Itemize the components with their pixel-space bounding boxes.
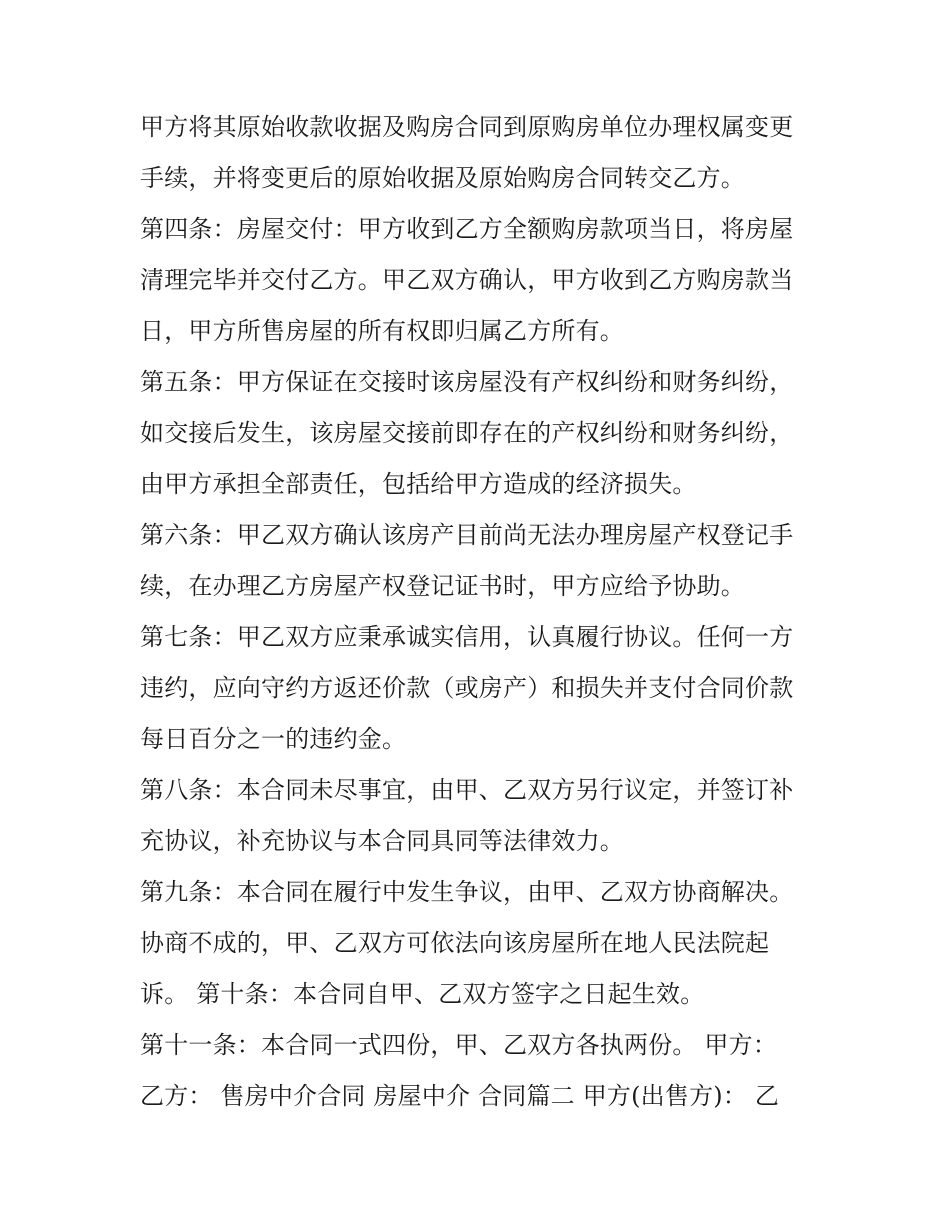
article-8-heading-line: 第八条：本合同未尽事宜，由甲、乙双方另行议定，并签订补 xyxy=(140,776,794,804)
text-line: 由甲方承担全部责任，包括给甲方造成的经济损失。 xyxy=(140,470,697,498)
contract-text xyxy=(140,102,830,1122)
article-11-heading-line: 第十一条：本合同一式四份，甲、乙双方各执两份。 甲方： xyxy=(140,1031,778,1059)
text-line: 甲方将其原始收款收据及购房合同到原购房单位办理权属变更 xyxy=(140,113,794,141)
article-9-heading-line: 第九条：本合同在履行中发生争议，由甲、乙双方协商解决。 xyxy=(140,878,794,906)
text-line: 协商不成的，甲、乙双方可依法向该房屋所在地人民法院起 xyxy=(140,929,770,957)
article-4-heading-line: 第四条：房屋交付：甲方收到乙方全额购房款项当日，将房屋 xyxy=(140,215,794,243)
text-line: 续，在办理乙方房屋产权登记证书时，甲方应给予协助。 xyxy=(140,572,745,600)
text-line: 手续，并将变更后的原始收据及原始购房合同转交乙方。 xyxy=(140,164,745,192)
text-line: 清理完毕并交付乙方。甲乙双方确认，甲方收到乙方购房款当 xyxy=(140,266,794,294)
article-6-heading-line: 第六条：甲乙双方确认该房产目前尚无法办理房屋产权登记手 xyxy=(140,521,794,549)
text-line: 违约，应向守约方返还价款（或房产）和损失并支付合同价款 xyxy=(140,674,794,702)
article-7-heading-line: 第七条：甲乙双方应秉承诚实信用，认真履行协议。任何一方 xyxy=(140,623,794,651)
text-line: 日，甲方所售房屋的所有权即归属乙方所有。 xyxy=(140,317,624,345)
text-line: 乙方： 售房中介合同 房屋中介 合同篇二 甲方(出售方)： 乙 xyxy=(140,1082,780,1110)
text-line: 诉。 第十条：本合同自甲、乙双方签字之日起生效。 xyxy=(140,980,705,1008)
text-line: 充协议，补充协议与本合同具同等法律效力。 xyxy=(140,827,624,855)
text-line: 每日百分之一的违约金。 xyxy=(140,725,407,753)
text-line: 如交接后发生，该房屋交接前即存在的产权纠纷和财务纠纷， xyxy=(140,419,794,447)
article-5-heading-line: 第五条：甲方保证在交接时该房屋没有产权纠纷和财务纠纷， xyxy=(140,368,794,396)
